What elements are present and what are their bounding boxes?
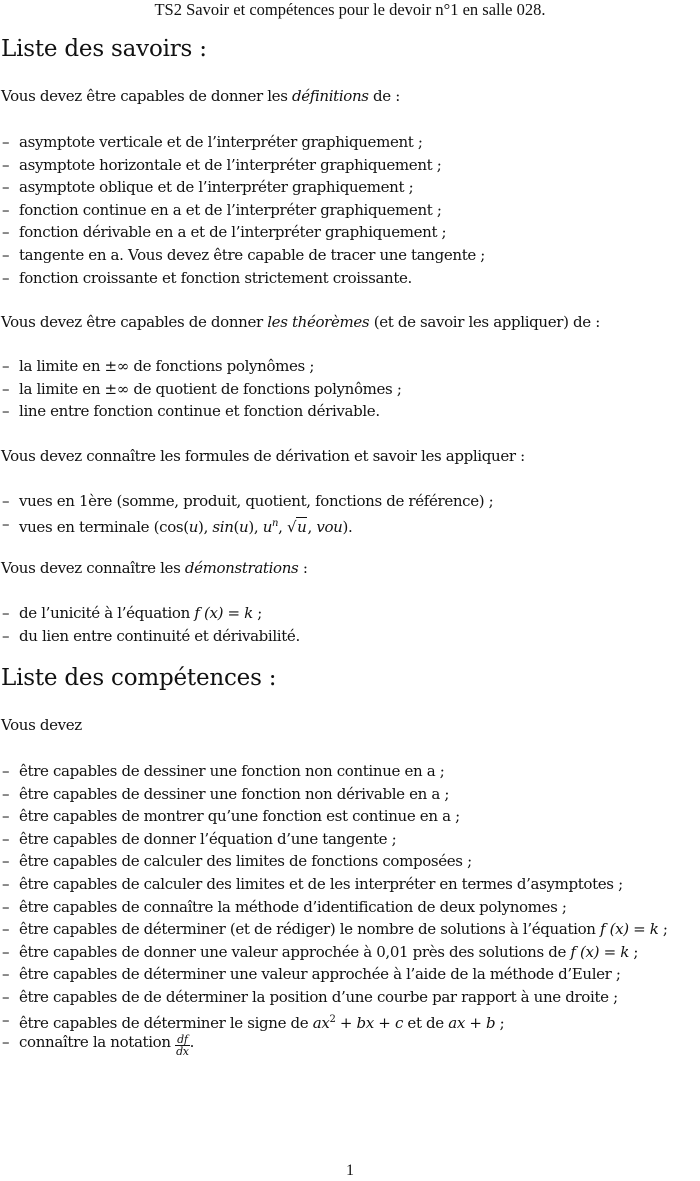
math-exponent-n: n [272, 517, 279, 529]
dash-bullet: – [2, 874, 10, 893]
math-vou: vou [316, 517, 343, 536]
math-u: u [188, 517, 199, 536]
dash-bullet: – [2, 942, 10, 961]
item-text: tangente en a. Vous devez être capable de tracer une tangente ; [19, 245, 486, 264]
math-sqrt-u [287, 516, 308, 539]
list-item [0, 941, 668, 964]
list-item [0, 986, 668, 1009]
item-text: la limite en ±∞ de quotient de fonctions polynômes ; [19, 379, 402, 398]
math-u-base: u [262, 517, 273, 536]
separator: , [203, 517, 213, 536]
heading-savoirs: Liste des savoirs : [1, 36, 207, 62]
dash-bullet: – [2, 829, 10, 848]
fraction-denominator: dx [176, 1045, 189, 1059]
dash-bullet: – [2, 852, 10, 871]
separator: , [253, 517, 263, 536]
intro-emphasis: les théorèmes [267, 313, 370, 331]
list-item [0, 1009, 668, 1032]
intro-emphasis: définitions [291, 87, 369, 105]
dash-bullet: – [2, 155, 10, 174]
item-text-end: ; [658, 920, 668, 939]
intro-text-end: : [298, 559, 308, 577]
item-text: être capables de de déterminer la position d’une courbe par rapport à une droite ; [19, 987, 618, 1006]
page-number: 1 [346, 1162, 354, 1179]
item-text: être capables de calculer des limites de fonctions composées ; [19, 852, 472, 871]
list-item [0, 221, 485, 244]
intro-text-end: (et de savoir les appliquer) de : [369, 313, 600, 331]
dash-bullet: – [2, 626, 10, 645]
item-text: être capables de connaître la méthode d’identification de deux polynomes ; [19, 897, 567, 916]
list-item [0, 400, 402, 423]
math-exponent-2: 2 [329, 1013, 336, 1025]
dash-bullet: – [2, 762, 10, 780]
item-text-end: ; [495, 1013, 505, 1032]
item-text: vues en 1ère (somme, produit, quotient, fonctions de référence) ; [19, 492, 494, 510]
item-text: vues en terminale ( [19, 517, 160, 536]
definitions-intro [1, 85, 400, 107]
dash-bullet: – [2, 1010, 10, 1029]
separator: , [278, 517, 287, 536]
math-u: u [239, 517, 249, 536]
list-item [0, 625, 300, 648]
item-text: être capables de montrer qu’une fonction est continue en a ; [19, 807, 460, 826]
dash-bullet: – [2, 357, 10, 375]
math-paren: ) [248, 517, 254, 536]
dash-bullet: – [2, 807, 10, 826]
dash-bullet: – [2, 784, 10, 803]
item-text: asymptote horizontale et de l’interpréter graphiquement ; [19, 155, 442, 174]
list-item [0, 828, 668, 851]
dash-bullet: – [2, 897, 10, 916]
dash-bullet: – [2, 1033, 10, 1052]
math-fraction-df-dx [175, 1034, 190, 1057]
list-item [0, 131, 485, 154]
sqrt-symbol: √ [286, 517, 297, 536]
intro-text: Vous devez connaître les [1, 559, 185, 577]
math-sin: sin [212, 517, 234, 536]
formules-intro: Vous devez connaître les formules de dérivation et savoir les appliquer : [1, 447, 525, 465]
item-text-end: . [189, 1033, 195, 1052]
math-paren: ) [198, 517, 204, 536]
list-item [0, 805, 668, 828]
document-title: TS2 Savoir et compétences pour le devoir n°1 en salle 028. [154, 0, 546, 19]
sqrt-radicand: u [297, 517, 307, 536]
dash-bullet: – [2, 268, 10, 287]
intro-emphasis: démonstrations [184, 559, 299, 577]
item-text: être capables de déterminer une valeur approchée à l’aide de la méthode d’Euler ; [19, 965, 621, 984]
math-equation: f (x) = k [570, 942, 629, 961]
definitions-list [0, 131, 485, 289]
item-text: du lien entre continuité et dérivabilité. [19, 626, 300, 645]
list-item [0, 378, 402, 401]
dash-bullet: – [2, 178, 10, 197]
dash-bullet: – [2, 200, 10, 219]
competences-intro: Vous devez [1, 716, 82, 734]
formules-list [0, 490, 493, 535]
item-text: de l’unicité à l’équation [19, 604, 195, 622]
fraction-numerator: df [175, 1034, 190, 1046]
list-item [0, 918, 668, 941]
list-item [0, 355, 402, 378]
intro-text: Vous devez être capables de donner [1, 313, 268, 331]
theoremes-intro [1, 311, 600, 333]
item-text-end: ; [252, 604, 263, 622]
item-text-end: ; [628, 942, 639, 961]
demonstrations-intro [1, 557, 308, 579]
dash-bullet: – [2, 514, 10, 533]
item-text: et de [403, 1013, 449, 1032]
list-item [0, 490, 493, 513]
math-ax: ax [312, 1013, 330, 1032]
item-text: fonction dérivable en a et de l’interpréter graphiquement ; [19, 223, 447, 242]
item-text: être capables de déterminer le signe de [19, 1013, 313, 1032]
list-item [0, 267, 485, 290]
item-text: asymptote oblique et de l’interpréter graphiquement ; [19, 178, 414, 197]
competences-list [0, 760, 668, 1059]
item-text: la limite en ±∞ de fonctions polynômes ; [19, 357, 315, 375]
list-item [0, 154, 485, 177]
theoremes-list [0, 355, 402, 423]
item-text: fonction croissante et fonction strictement croissante. [19, 268, 412, 287]
math-cos: cos( [159, 517, 189, 536]
separator: , [307, 517, 317, 536]
item-text: être capables de dessiner une fonction non dérivable en a ; [19, 784, 450, 803]
dash-bullet: – [2, 604, 10, 622]
dash-bullet: – [2, 223, 10, 242]
list-item [0, 176, 485, 199]
list-item [0, 783, 668, 806]
dash-bullet: – [2, 965, 10, 984]
item-text: être capables de calculer des limites et de les interpréter en termes d’asymptotes ; [19, 874, 623, 893]
intro-text: Vous devez être capables de donner les [1, 87, 292, 105]
item-text: être capables de dessiner une fonction non continue en a ; [19, 762, 445, 780]
math-bx-c: + bx + c [335, 1013, 403, 1032]
item-text: être capables de donner l’équation d’une tangente ; [19, 829, 397, 848]
dash-bullet: – [2, 379, 10, 398]
dash-bullet: – [2, 245, 10, 264]
item-text: fonction continue en a et de l’interpréter graphiquement ; [19, 200, 442, 219]
list-item [0, 1031, 668, 1059]
item-text: être capables de déterminer (et de rédiger) le nombre de solutions à l’équation [19, 920, 600, 939]
list-item [0, 850, 668, 873]
dash-bullet: – [2, 987, 10, 1006]
math-equation: f (x) = k [194, 604, 253, 622]
item-text: asymptote verticale et de l’interpréter graphiquement ; [19, 133, 423, 151]
item-text: connaître la notation [19, 1033, 176, 1052]
math-equation: f (x) = k [599, 920, 659, 939]
math-ax-b: ax + b [448, 1013, 496, 1032]
list-item [0, 199, 485, 222]
list-item-terminale: – vues en terminale (cos(u), sin(u), $u^n$, √u, vou). [0, 513, 493, 536]
dash-bullet: – [2, 133, 10, 151]
item-text-end: ). [342, 517, 353, 536]
dash-bullet: – [2, 920, 10, 939]
list-item [0, 602, 300, 625]
item-text: line entre fonction continue et fonction dérivable. [19, 402, 380, 421]
list-item [0, 244, 485, 267]
intro-text-end: de : [368, 87, 400, 105]
list-item [0, 963, 668, 986]
list-item [0, 760, 668, 783]
heading-competences: Liste des compétences : [1, 665, 277, 691]
list-item [0, 896, 668, 919]
item-text: être capables de donner une valeur approchée à 0,01 près des solutions de [19, 942, 571, 961]
dash-bullet: – [2, 402, 10, 421]
demonstrations-list [0, 602, 300, 647]
dash-bullet: – [2, 492, 10, 510]
list-item [0, 873, 668, 896]
